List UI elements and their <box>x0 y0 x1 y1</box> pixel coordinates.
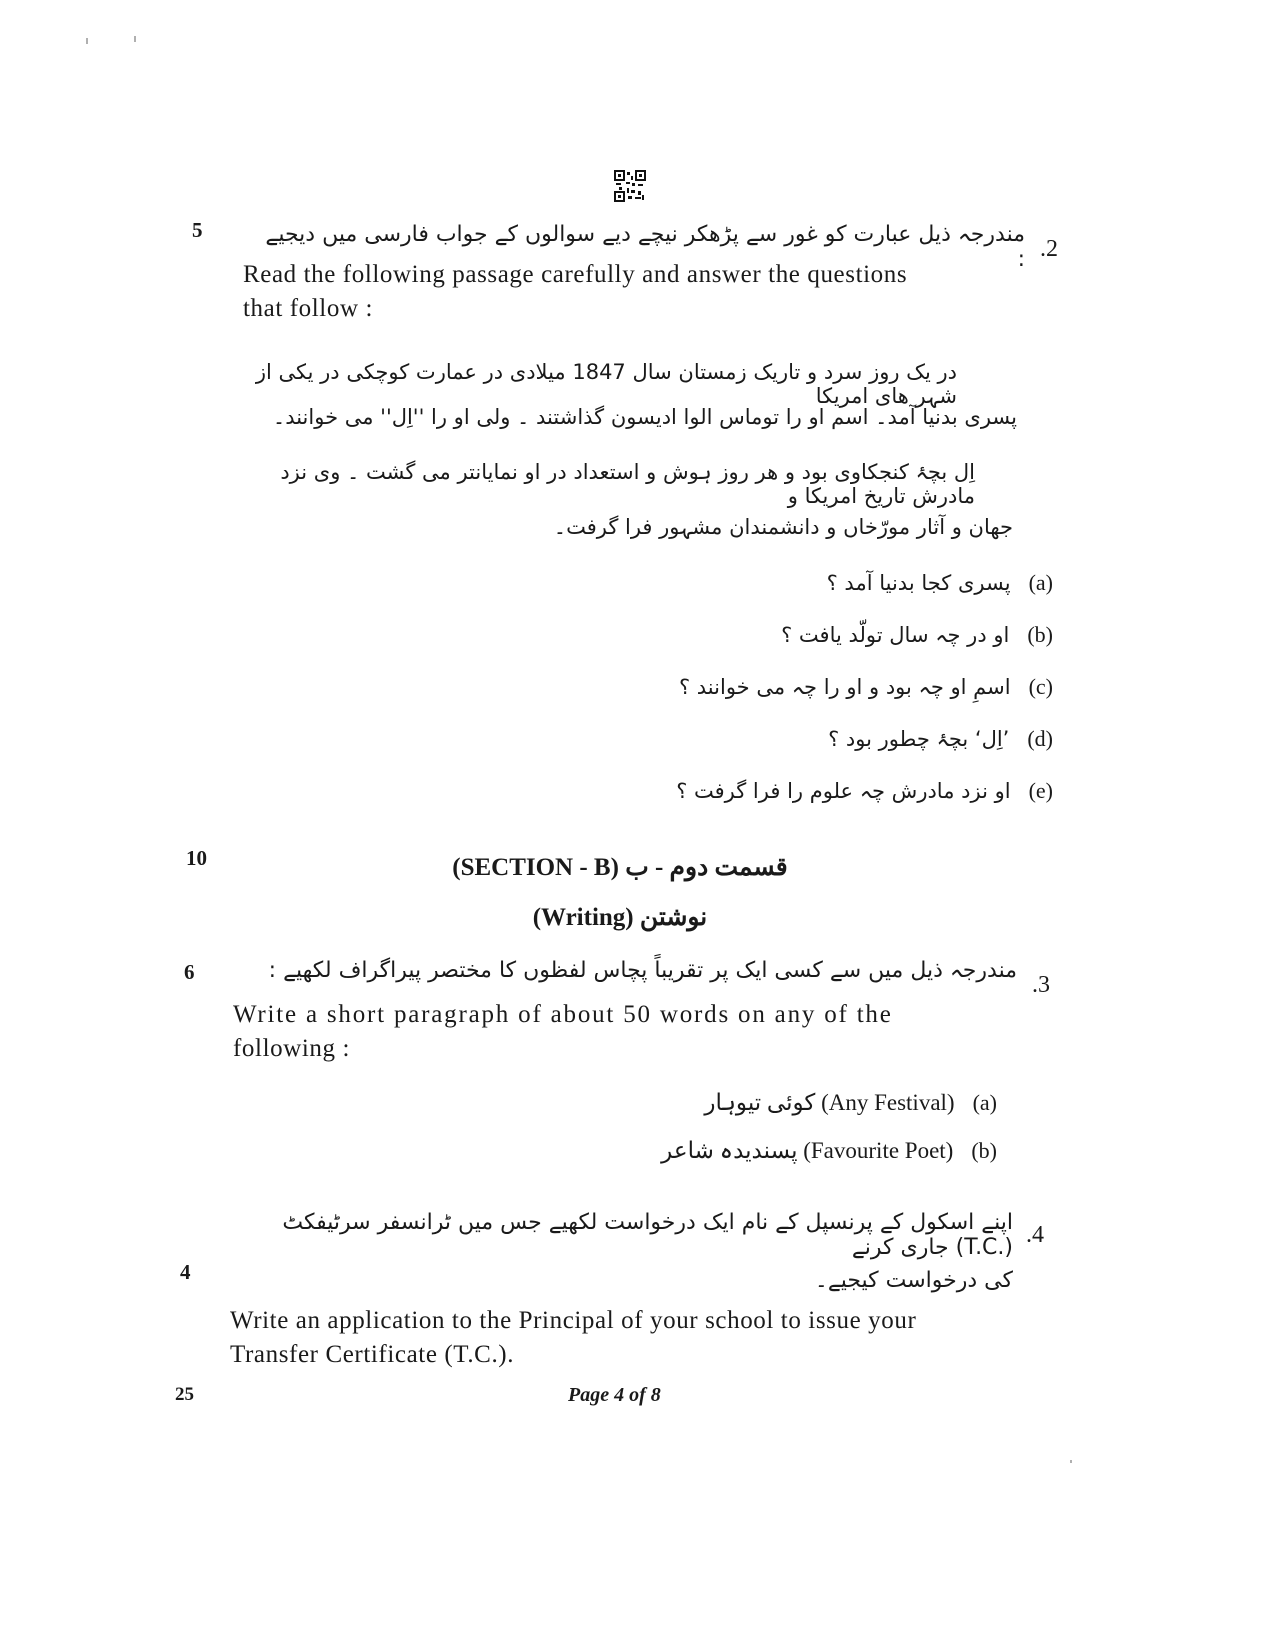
q2-number: .2 <box>1040 236 1058 262</box>
q3-number: .3 <box>1032 972 1050 998</box>
option-label: (e) <box>1028 778 1053 803</box>
q4-number: .4 <box>1026 1222 1044 1248</box>
q3-option-b <box>661 1138 997 1164</box>
scan-mark <box>1070 1460 1072 1463</box>
option-text: پسندیدہ شاعر (Favourite Poet) <box>661 1138 954 1163</box>
option-label: (d) <box>1027 726 1053 751</box>
paper-code: 25 <box>175 1384 194 1405</box>
q3-marks: 6 <box>184 960 195 984</box>
q4-urdu-line2: کی درخواست کیجیے۔ <box>814 1268 1013 1293</box>
option-label: (a) <box>1028 570 1053 595</box>
question-text: او نزد مادرش چہ علوم را فرا گرفت ؟ <box>676 779 1011 803</box>
passage-line: اِل بچۂ کنجکاوی بود و ھر روز ہوش و استعداد در او نمایانتر می گشت ۔ وی نزد مادرش تاریخ امریکا و <box>280 460 975 508</box>
q2-question-d <box>828 726 1053 752</box>
q4-english-line2: Transfer Certificate (T.C.). <box>230 1341 515 1368</box>
q4-marks: 4 <box>180 1260 191 1284</box>
q2-english-instruction-line1: Read the following passage carefully and answer the questions <box>243 261 908 288</box>
question-text: او در چہ سال تولّد یافت ؟ <box>781 623 1010 647</box>
passage-line: پسری بدنیا آمد۔ اسم او را توماس الوا ادیسون گذاشتند ۔ ولی او را ''اِل'' می خوانند۔ <box>272 405 1017 429</box>
option-label: (c) <box>1028 674 1053 699</box>
q3-english-instruction-line2: following : <box>233 1035 351 1062</box>
q3-option-a <box>704 1090 997 1116</box>
section-b-subtitle: (Writing) نوشتن <box>532 904 708 931</box>
q2-urdu-instruction: مندرجہ ذیل عبارت کو غور سے پڑھکر نیچے دیے سوالوں کے جواب فارسی میں دیجیے : <box>265 222 1025 272</box>
scan-mark <box>134 36 136 42</box>
scan-mark <box>86 38 88 44</box>
question-text: پسری کجا بدنیا آمد ؟ <box>826 571 1011 595</box>
question-text: اسمِ او چہ بود و او را چہ می خوانند ؟ <box>678 675 1011 699</box>
q2-question-a <box>827 570 1053 596</box>
q2-question-c <box>679 674 1053 700</box>
section-b-marks: 10 <box>186 846 207 870</box>
question-text: ’اِل‘ بچۂ چطور بود ؟ <box>828 727 1010 751</box>
q2-question-e <box>676 778 1053 804</box>
passage-line: در یک روز سرد و تاریک زمستان سال 1847 میلادی در عمارت کوچکی در یکی از شہر ھای امریکا <box>255 360 957 408</box>
option-text: کوئی تیوہار (Any Festival) <box>704 1090 955 1115</box>
q3-english-instruction-line1: Write a short paragraph of about 50 words on any of the <box>233 1001 893 1028</box>
page-number: Page 4 of 8 <box>568 1384 661 1406</box>
option-label: (a) <box>972 1090 997 1115</box>
q2-english-instruction-line2: that follow : <box>243 295 374 322</box>
option-label: (b) <box>971 1138 997 1163</box>
option-label: (b) <box>1027 622 1053 647</box>
q2-marks: 5 <box>192 218 203 242</box>
section-b-title: (SECTION - B) قسمت دوم - ب <box>452 854 788 881</box>
q3-urdu-instruction: مندرجہ ذیل میں سے کسی ایک پر تقریباً پچاس لفظوں کا مختصر پیراگراف لکھیے : <box>268 958 1017 983</box>
q4-english-line1: Write an application to the Principal of your school to issue your <box>230 1307 917 1334</box>
qr-code-icon <box>614 170 646 202</box>
q4-urdu-line1: اپنے اسکول کے پرنسپل کے نام ایک درخواست لکھیے جس میں ٹرانسفر سرٹیفکٹ (.T.C) جاری کرنے <box>282 1210 1013 1260</box>
q2-question-b <box>781 622 1053 648</box>
passage-line: جھان و آثار مورّخاں و دانشمندان مشہور فرا گرفت۔ <box>553 515 1013 539</box>
